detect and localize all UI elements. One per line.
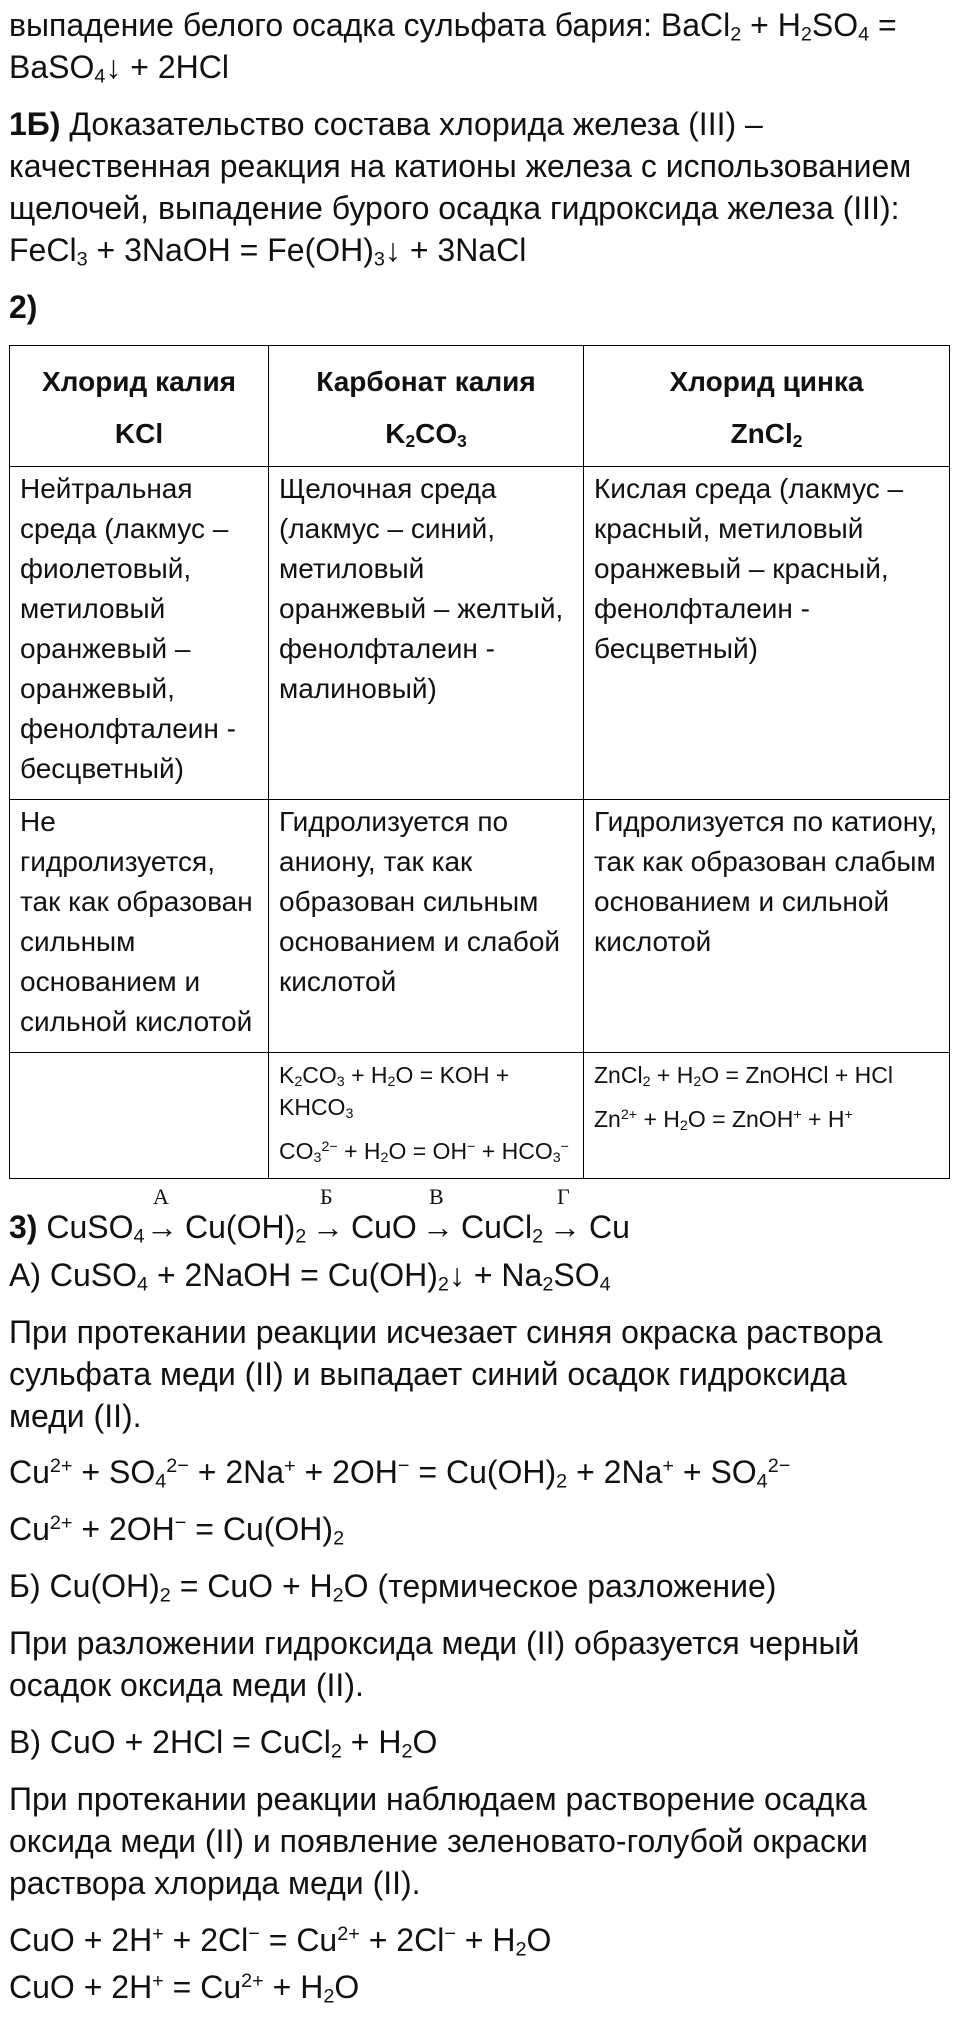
text-line-3v-2: оксида меди (II) и появление зеленовато-голубой окраски <box>9 1823 868 1859</box>
table-cell: Кислая среда (лакмус – красный, метиловый оранжевый – красный, фенолфталеин - бесцветный) <box>584 467 950 800</box>
equation-a: А) CuSO$_4$ + 2NaOH = $Cu(OH)_2↓ + Na_2SO_4$ <box>9 1257 611 1296</box>
table-cell-k2co3-equations <box>269 1053 584 1179</box>
arrow-icon: → <box>422 1209 454 1245</box>
equation-v-ionic-short: CuO + $2H^+ = Cu^{2+} + H_2O$ <box>9 1969 360 2008</box>
section-label-1b: 1Б) <box>9 106 61 142</box>
text-line-1b-1: 1Б) Доказательство состава хлорида железа (III) – <box>9 106 763 142</box>
section-label-2: 2) <box>9 289 38 325</box>
compound-cu: Cu <box>589 1209 630 1245</box>
equation-b: Б) $Cu(OH)_2$ = CuO + $H_2O$ (термическое разложение) <box>9 1568 777 1607</box>
table-header-row <box>10 346 950 467</box>
table-cell: Щелочная среда (лакмус – синий, метиловый оранжевый – желтый, фенолфталеин - малиновый) <box>269 467 584 800</box>
equation-a-ionic-short: $Cu^{2+} + 2OH^- = Cu(OH)_2$ <box>9 1511 345 1550</box>
step-label-g: Г <box>557 1184 570 1209</box>
arrow-icon: → <box>146 1209 178 1245</box>
table-row-equations <box>10 1053 950 1179</box>
text-line-3b-2: осадок оксида меди (II). <box>9 1667 364 1703</box>
text-line-3v-1: При протекании реакции наблюдаем растворение осадка <box>9 1781 867 1817</box>
equation-zncl2-ionic: $Zn^{2+} + H_2O$ = ZnOH+ + H+ <box>594 1106 853 1135</box>
text-line-1a-1: выпадение белого осадка сульфата бария: BaCl$_2$ + $H_2SO_4$ = <box>9 7 897 46</box>
equation-k2co3-ionic: $CO_3^{2-} + H_2O = OH^- + HCO_3^-$ <box>279 1138 569 1167</box>
text-line-3a-3: меди (II). <box>9 1398 142 1434</box>
text-line-1a-2: BaSO$_4$↓ + 2HCl <box>9 49 229 88</box>
header-k2co3: Карбонат калия $K_2CO_3$ <box>269 346 584 467</box>
equation-zncl2-molecular: ZnCl$_2$ + $H_2O$ = ZnOHCl + HCl <box>594 1062 893 1091</box>
text-line-1b-3: щелочей, выпадение бурого осадка гидроксида железа (III): <box>9 190 900 226</box>
text-line-3v-3: раствора хлорида меди (II). <box>9 1865 421 1901</box>
equation-a-ionic-full: $Cu^{2+} + SO_4^{2-} + 2Na^+ + 2OH^- = Cu(OH)_2 + 2Na^+ + SO_4^{2-}$ <box>9 1454 791 1493</box>
text-line-1b-2: качественная реакция на катионы железа с использованием <box>9 148 912 184</box>
section-label-3: 3) CuSO$_4$ <box>9 1209 145 1248</box>
text-line-3a-2: сульфата меди (II) и выпадает синий осадок гидроксида <box>9 1356 847 1392</box>
table-cell: Нейтральная среда (лакмус – фиолетовый, метиловый оранжевый – оранжевый, фенолфталеин - бесцветный) <box>10 467 269 800</box>
text-line-3a-1: При протекании реакции исчезает синяя окраска раствора <box>9 1314 883 1350</box>
table-cell: Гидролизуется по катиону, так как образован слабым основанием и сильной кислотой <box>584 800 950 1053</box>
equation-v: В) CuO + 2HCl = CuCl$_2$ + $H_2O$ <box>9 1724 438 1763</box>
text-line-3b-1: При разложении гидроксида меди (II) образуется черный <box>9 1625 860 1661</box>
table-cell: Не гидролизуется, так как образован сильным основанием и сильной кислотой <box>10 800 269 1053</box>
table-cell: Гидролизуется по аниону, так как образован сильным основанием и слабой кислотой <box>269 800 584 1053</box>
compound-cuo: CuO <box>351 1209 417 1245</box>
salts-table <box>9 345 950 1179</box>
arrow-icon: → <box>312 1209 344 1245</box>
arrow-icon: → <box>549 1209 581 1245</box>
step-label-v: В <box>429 1184 444 1209</box>
step-label-a: А <box>153 1184 169 1209</box>
table-row-hydrolysis <box>10 800 950 1053</box>
equation-fecl3: FeCl$_3$ + 3NaOH = $Fe(OH)_3↓$ + 3NaCl <box>9 232 527 271</box>
equation-k2co3-molecular: $K_2CO_3 + H_2O$ = KOH + $KHCO_3$ <box>279 1062 510 1123</box>
table-cell-zncl2-equations <box>584 1053 950 1179</box>
header-kcl: Хлорид калия KCl <box>10 346 269 467</box>
table-cell-empty <box>10 1053 269 1179</box>
table-row-medium <box>10 467 950 800</box>
equation-v-ionic-full: CuO + $2H^+ + 2Cl^- = Cu^{2+} + 2Cl^- + H_2O$ <box>9 1922 552 1961</box>
header-zncl2: Хлорид цинка ZnCl$_2$ <box>584 346 950 467</box>
compound-cucl2: CuCl$_2$ <box>461 1209 544 1248</box>
compound-cuoh2: $Cu(OH)_2$ <box>185 1209 307 1248</box>
step-label-b: Б <box>320 1184 333 1209</box>
